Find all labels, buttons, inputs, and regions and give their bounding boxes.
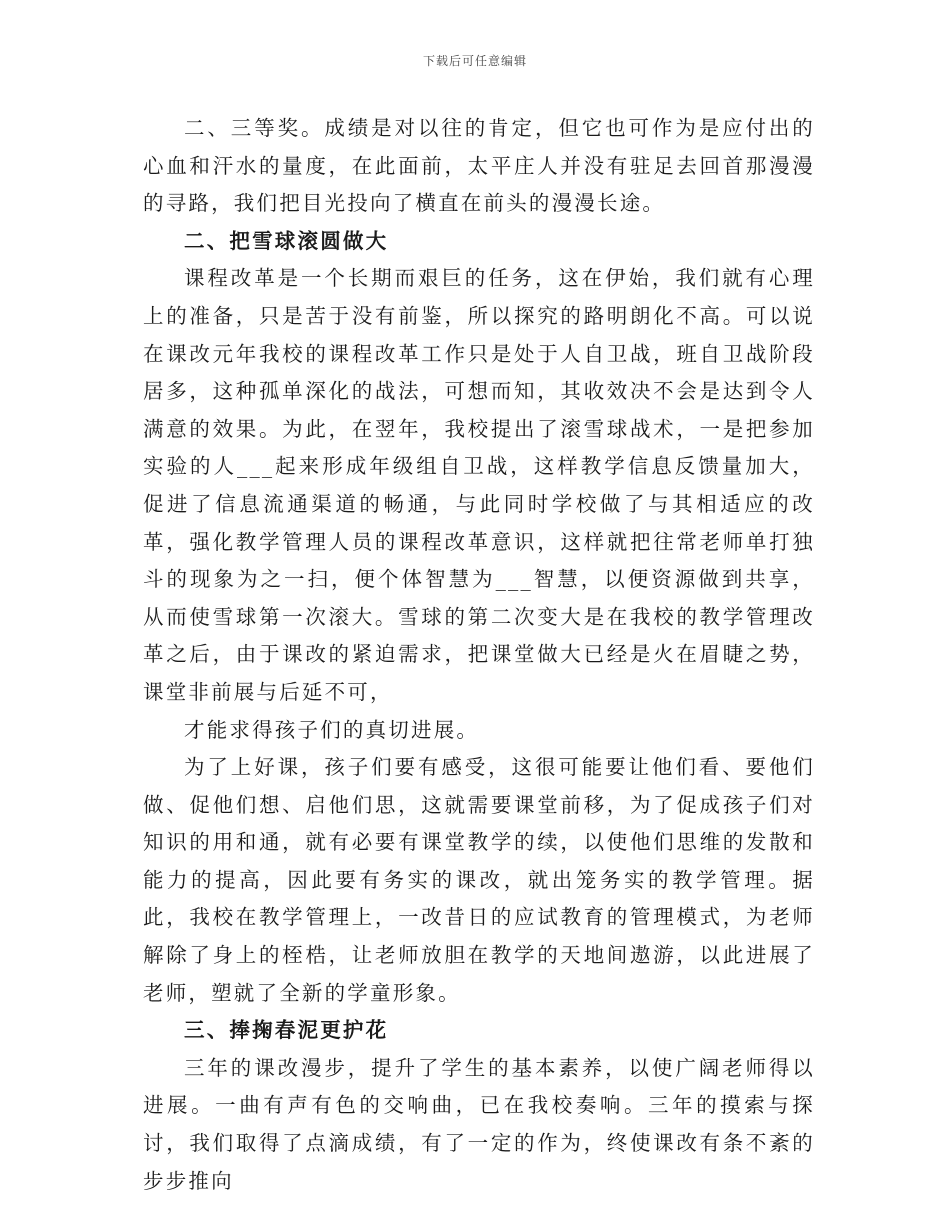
paragraph-1: 二、三等奖。成绩是对以往的肯定，但它也可作为是应付出的心血和汗水的量度，在此面前，太平庄人并没有驻足去回首那漫漫的寻路，我们把目光投向了横直在前头的漫漫长途。 (143, 116, 815, 216)
page-header: 下载后可任意编辑 (422, 54, 527, 68)
section-heading-2: 二、把雪球滚圆做大 (184, 228, 389, 253)
section-heading-3: 三、捧掬春泥更护花 (184, 1018, 389, 1043)
paragraph-2: 课程改革是一个长期而艰巨的任务，这在伊始，我们就有心理上的准备，只是苦于没有前鉴，所以探究的路明朗化不高。可以说在课改元年我校的课程改革工作只是处于人自卫战，班自卫战阶段居多，这种孤单深化的战法，可想而知，其收效决不会是达到令人满意的效果。为此，在翌年，我校提出了滚雪球战术，一是把参加实验的人___起来形成年级组自卫战，这样教学信息反馈量加大，促进了信息流通渠道的畅通，与此同时学校做了与其相适应的改革，强化教学管理人员的课程改革意识，这样就把往常老师单打独斗的现象为之一扫，便个体智慧为___智慧，以便资源做到共享，从而使雪球第一次滚大。雪球的第二次变大是在我校的教学管理改革之后，由于课改的紧迫需求，把课堂做大已经是火在眉睫之势，课堂非前展与后延不可， (143, 266, 815, 704)
document-body (143, 110, 815, 1200)
paragraph-4: 为了上好课，孩子们要有感受，这很可能要让他们看、要他们做、促他们想、启他们思，这就需要课堂前移，为了促成孩子们对知识的用和通，就有必要有课堂教学的续，以使他们思维的发散和能力的提高，因此要有务实的课改，就出笼务实的教学管理。据此，我校在教学管理上，一改昔日的应试教育的管理模式，为老师解除了身上的桎梏，让老师放胆在教学的天地间遨游，以此进展了老师，塑就了全新的学童形象。 (143, 755, 815, 1005)
paragraph-5: 三年的课改漫步，提升了学生的基本素养，以使广阔老师得以进展。一曲有声有色的交响曲，已在我校奏响。三年的摸索与探讨，我们取得了点滴成绩，有了一定的作为，终使课改有条不紊的步步推向 (143, 1055, 815, 1193)
paragraph-3: 才能求得孩子们的真切进展。 (184, 717, 480, 742)
